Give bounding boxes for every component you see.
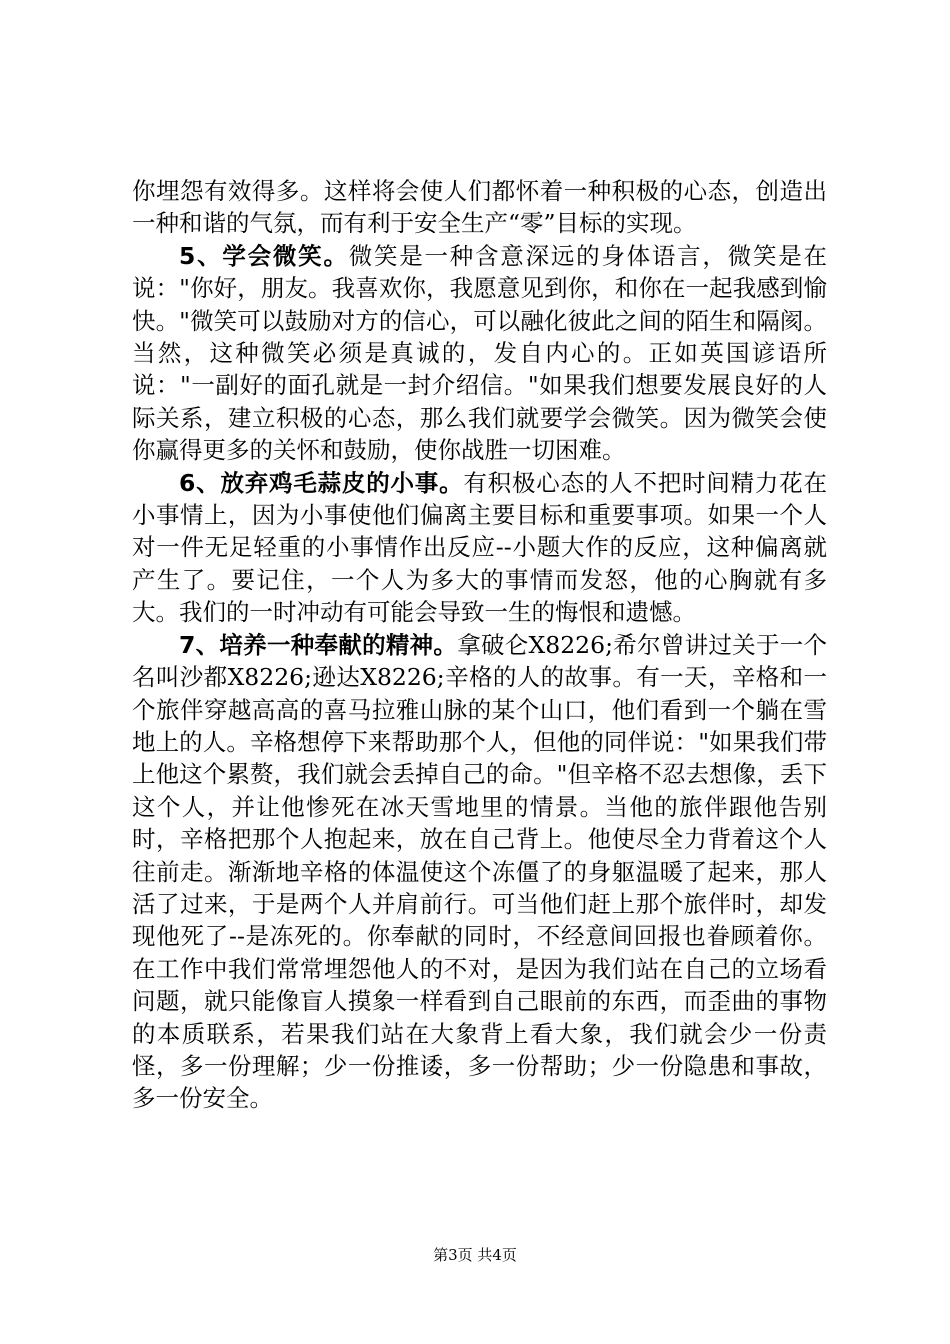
paragraph-heading: 6、放弃鸡毛蒜皮的小事。 [179,468,464,497]
page-footer [0,1244,950,1265]
paragraph-continuation [132,175,827,240]
paragraph-text: 你埋怨有效得多。这样将会使人们都怀着一种积极的心态，创造出一种和谐的气氛，而有利于安全生产“零”目标的实现。 [132,177,827,238]
paragraph-text: 拿破仑X8226;希尔曾讲过关于一个名叫沙都X8226;逊达X8226;辛格的人的故事。有一天，辛格和一个旅伴穿越高高的喜马拉雅山脉的某个山口，他们看到一个躺在雪地上的人。辛格想停下来帮助那个人，但他的同伴说："如果我们带上他这个累赘，我们就会丢掉自己的命。"但辛格不忍去想像，丢下这个人，并让他惨死在冰天雪地里的情景。当他的旅伴跟他告别时，辛格把那个人抱起来，放在自己背上。他使尽全力背着这个人往前走。渐渐地辛格的体温使这个冻僵了的身躯温暖了起来，那人活了过来，于是两个人并肩前行。可当他们赶上那个旅伴时，却发现他死了--是冻死的。你奉献的同时，不经意间回报也眷顾着你。在工作中我们常常埋怨他人的不对，是因为我们站在自己的立场看问题，就只能像盲人摸象一样看到自己眼前的东西，而歪曲的事物的本质联系，若果我们站在大象背上看大象，我们就会少一份责怪，多一份理解；少一份推诿，多一份帮助；少一份隐患和事故，多一份安全。 [132,630,827,1113]
paragraph-text: 微笑是一种含意深远的身体语言，微笑是在说："你好，朋友。我喜欢你，我愿意见到你，和你在一起我感到愉快。"微笑可以鼓励对方的信心，可以融化彼此之间的陌生和隔阂。当然，这种微笑必须是真诚的，发自内心的。正如英国谚语所说："一副好的面孔就是一封介绍信。"如果我们想要发展良好的人际关系，建立积极的心态，那么我们就要学会微笑。因为微笑会使你赢得更多的关怀和鼓励，使你战胜一切困难。 [132,241,827,465]
paragraph-small-things [132,467,827,629]
paragraph-dedication [132,629,827,1115]
page-number: 第3页 共4页 [433,1246,517,1264]
paragraph-heading: 7、培养一种奉献的精神。 [179,630,458,659]
paragraph-smile [132,240,827,467]
paragraph-text: 有积极心态的人不把时间精力花在小事情上，因为小事使他们偏离主要目标和重要事项。如果一个人对一件无足轻重的小事情作出反应--小题大作的反应，这种偏离就产生了。要记住，一个人为多大的事情而发怒，他的心胸就有多大。我们的一时冲动有可能会导致一生的悔恨和遗憾。 [132,468,828,627]
paragraph-heading: 5、学会微笑。 [179,241,349,270]
document-body [132,175,827,1115]
